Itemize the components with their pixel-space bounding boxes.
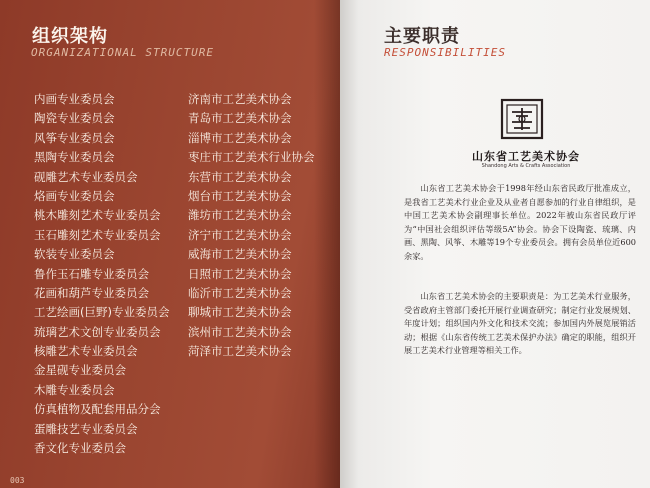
- list-item: 花画和葫芦专业委员会: [34, 285, 149, 300]
- list-item: 聊城市工艺美术协会: [188, 305, 292, 320]
- list-item: 香文化专业委员会: [34, 441, 126, 456]
- duties-paragraph: 山东省工艺美术协会的主要职责是：为工艺美术行业服务，受省政府主管部门委托开展行业调查研究；制定行业发展规划、年度计划；组织国内外文化和技术交流；参加国内外展览展销活动；根据《山东省传统工艺美术保护办法》确定的职能，组织开展工艺美术行业管理等相关工作。: [404, 291, 636, 356]
- page-number: 003: [10, 476, 25, 485]
- section-title: 主要职责: [384, 26, 460, 47]
- list-item: 内画专业委员会: [34, 92, 115, 106]
- association-seal-icon: [500, 98, 544, 140]
- list-item: 砚雕艺术专业委员会: [34, 169, 138, 184]
- list-item: 风筝专业委员会: [34, 130, 115, 145]
- list-item: 临沂市工艺美术协会: [188, 285, 292, 300]
- list-item: 桃木雕刻艺术专业委员会: [34, 208, 161, 223]
- list-item: 琉璃艺术文创专业委员会: [34, 324, 161, 339]
- list-item: 潍坊市工艺美术协会: [188, 208, 292, 223]
- logo-name-en: Shandong Arts & Crafts Association: [481, 163, 571, 169]
- list-item: 济宁市工艺美术协会: [188, 227, 292, 242]
- list-item: 仿真植物及配套用品分会: [34, 402, 161, 417]
- list-item: 淄博市工艺美术协会: [188, 130, 292, 145]
- list-item: 金星砚专业委员会: [34, 363, 126, 378]
- list-item: 青岛市工艺美术协会: [188, 111, 292, 126]
- logo-name-cn: 山东省工艺美术协会: [472, 150, 580, 163]
- list-item: 木雕专业委员会: [34, 382, 115, 397]
- list-item: 菏泽市工艺美术协会: [188, 344, 292, 359]
- page-subtitle: ORGANIZATIONAL STRUCTURE: [31, 46, 214, 59]
- right-page: [340, 0, 650, 488]
- list-item: 枣庄市工艺美术行业协会: [188, 150, 315, 165]
- list-item: 滨州市工艺美术协会: [188, 324, 292, 339]
- list-item: 鲁作玉石雕专业委员会: [34, 266, 149, 281]
- page-title: 组织架构: [32, 26, 108, 47]
- list-item: 玉石雕刻艺术专业委员会: [34, 227, 161, 242]
- list-item: 核雕艺术专业委员会: [34, 344, 138, 359]
- list-item: 烙画专业委员会: [34, 188, 115, 203]
- list-item: 济南市工艺美术协会: [188, 92, 292, 106]
- list-item: 日照市工艺美术协会: [188, 266, 292, 281]
- section-subtitle: RESPONSIBILITIES: [384, 46, 506, 59]
- list-item: 软装专业委员会: [34, 247, 115, 262]
- list-item: 烟台市工艺美术协会: [188, 188, 292, 203]
- list-item: 工艺绘画(巨野)专业委员会: [34, 305, 170, 320]
- list-item: 威海市工艺美术协会: [188, 247, 292, 262]
- committee-list: [34, 90, 169, 458]
- list-item: 黑陶专业委员会: [34, 150, 115, 165]
- list-item: 东营市工艺美术协会: [188, 169, 292, 184]
- list-item: 蛋雕技艺专业委员会: [34, 421, 138, 436]
- intro-paragraph: 山东省工艺美术协会于1998年经山东省民政厅批准成立，是我省工艺美术行业企业及从业者自愿参加的行业自律组织，是中国工艺美术协会副理事长单位。2022年被山东省民政厅评为“中国社会组织评估等级5A”协会。协会下设陶瓷、琉璃、内画、黑陶、风筝、木雕等19个专业委员会。拥有会员单位近600余家。: [404, 183, 636, 261]
- list-item: 陶瓷专业委员会: [34, 111, 115, 126]
- city-association-list: [188, 90, 315, 361]
